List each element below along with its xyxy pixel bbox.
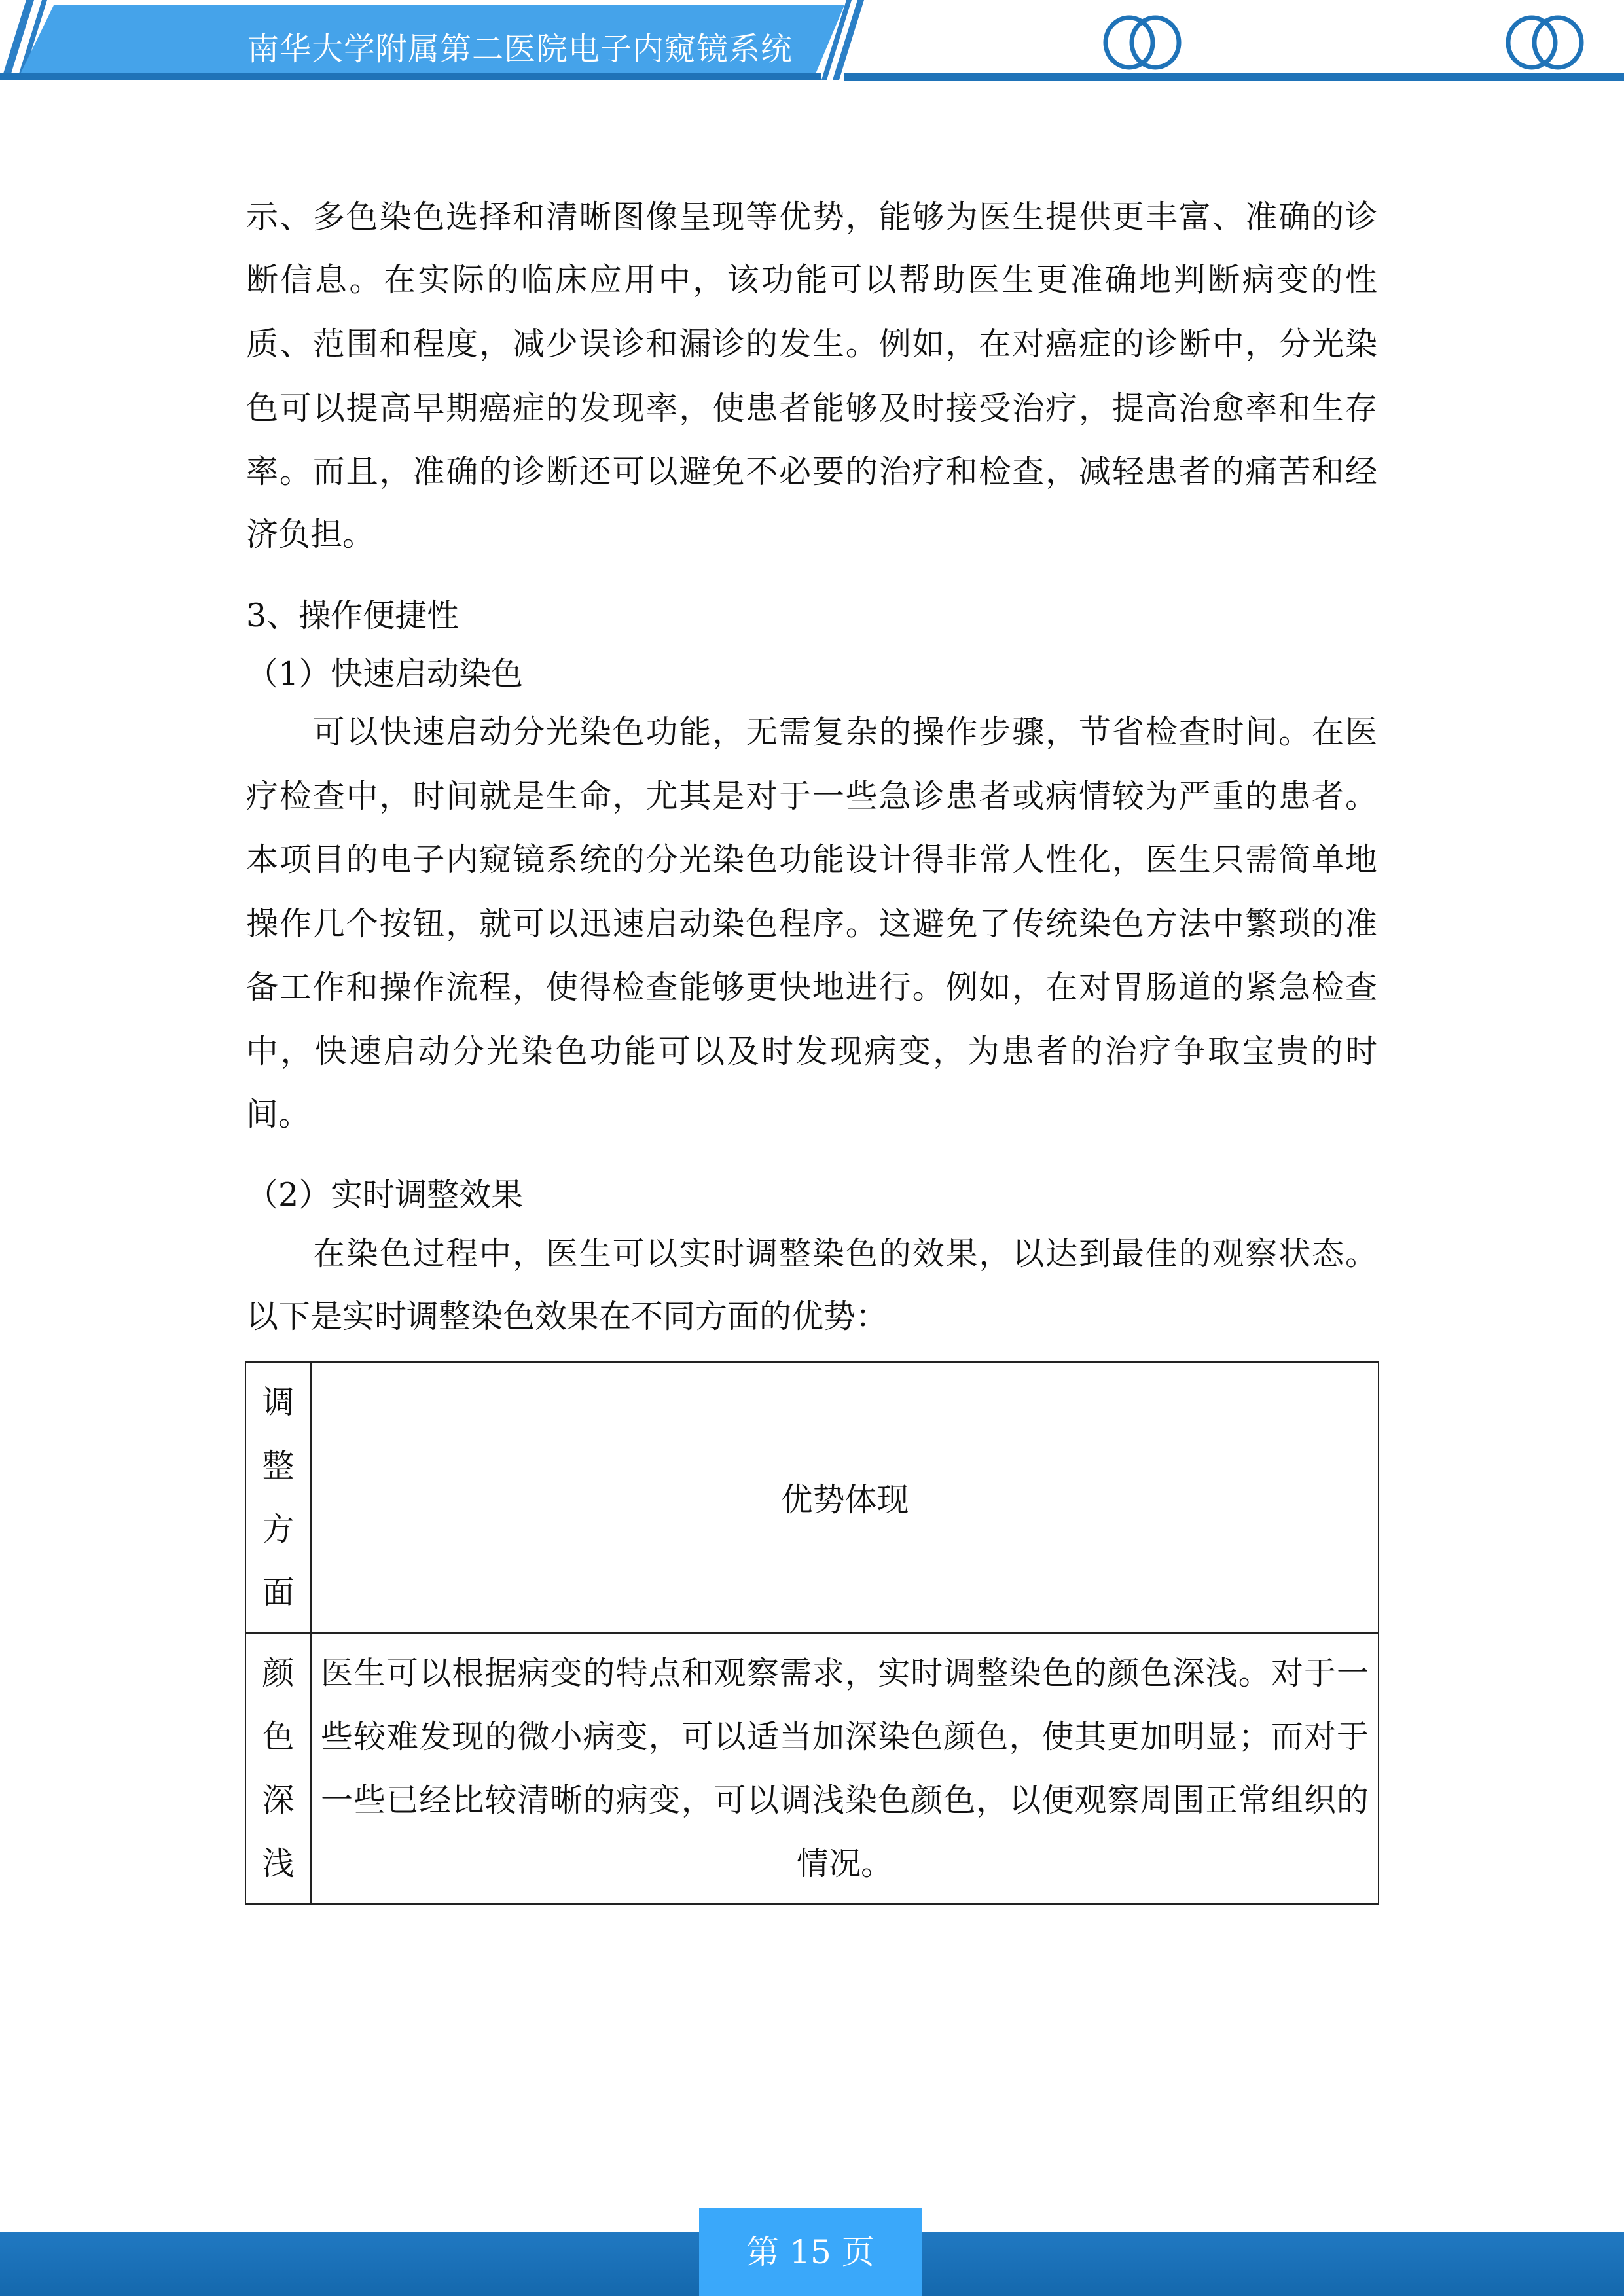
header-char: 整 [262, 1447, 295, 1484]
cell-char: 深 [262, 1782, 295, 1819]
page-number: 第 15 页 [699, 2208, 922, 2296]
text-line: 济负担。 [246, 516, 375, 553]
cell-char: 浅 [262, 1845, 295, 1882]
text-line: 中，快速启动分光染色功能可以及时发现病变，为患者的治疗争取宝贵的时 [246, 1033, 1377, 1070]
cell-advantage [311, 1633, 1379, 1904]
subsection-heading: （2）实时调整效果 [246, 1176, 524, 1213]
cell-line: 些较难发现的微小病变，可以适当加深染色颜色，使其更加明显；而对于 [321, 1718, 1369, 1755]
cell-line: 医生可以根据病变的特点和观察需求，实时调整染色的颜色深浅。对于一 [321, 1655, 1369, 1692]
cell-char: 颜 [262, 1655, 295, 1692]
advantages-table [245, 1361, 1379, 1905]
header-char: 方 [262, 1511, 295, 1548]
header-banner [0, 0, 1624, 85]
table-row [245, 1633, 1379, 1904]
logo-rings-icon [1486, 14, 1617, 73]
text-line: 示、多色染色选择和清晰图像呈现等优势，能够为医生提供更丰富、准确的诊 [246, 198, 1377, 236]
header-title: 南华大学附属第二医院电子内窥镜系统 [247, 31, 793, 67]
text-line: 操作几个按钮，就可以迅速启动染色程序。这避免了传统染色方法中繁琐的准 [246, 905, 1377, 942]
text-line: 备工作和操作流程，使得检查能够更快地进行。例如，在对胃肠道的紧急检查 [246, 969, 1377, 1006]
header-aspect [245, 1362, 311, 1633]
text-line: 以下是实时调整染色效果在不同方面的优势： [246, 1298, 888, 1335]
text-line: 色可以提高早期癌症的发现率，使患者能够及时接受治疗，提高治愈率和生存 [246, 389, 1377, 427]
text-line: 质、范围和程度，减少误诊和漏诊的发生。例如，在对癌症的诊断中，分光染 [246, 325, 1377, 363]
header-char: 调 [262, 1384, 295, 1421]
section-heading: 3、操作便捷性 [246, 597, 460, 634]
text-line: 疗检查中，时间就是生命，尤其是对于一些急诊患者或病情较为严重的患者。 [246, 778, 1377, 815]
table-header-row [245, 1362, 1379, 1633]
cell-line: 一些已经比较清晰的病变，可以调浅染色颜色，以便观察周围正常组织的 [321, 1782, 1369, 1819]
text-line: 在染色过程中，医生可以实时调整染色的效果，以达到最佳的观察状态。 [246, 1235, 1377, 1272]
cell-aspect [245, 1633, 311, 1904]
header-advantage: 优势体现 [311, 1362, 1379, 1633]
text-line: 率。而且，准确的诊断还可以避免不必要的治疗和检查，减轻患者的痛苦和经 [246, 453, 1377, 490]
logo-rings-icon [1083, 14, 1214, 73]
cell-line: 情况。 [796, 1845, 893, 1882]
text-line: 可以快速启动分光染色功能，无需复杂的操作步骤，节省检查时间。在医 [246, 713, 1377, 751]
subsection-heading: （1）快速启动染色 [246, 655, 524, 692]
text-line: 本项目的电子内窥镜系统的分光染色功能设计得非常人性化，医生只需简单地 [246, 841, 1377, 878]
header-char: 面 [262, 1574, 295, 1611]
text-line: 间。 [246, 1096, 311, 1133]
text-line: 断信息。在实际的临床应用中，该功能可以帮助医生更准确地判断病变的性 [246, 261, 1377, 298]
cell-char: 色 [262, 1718, 295, 1755]
